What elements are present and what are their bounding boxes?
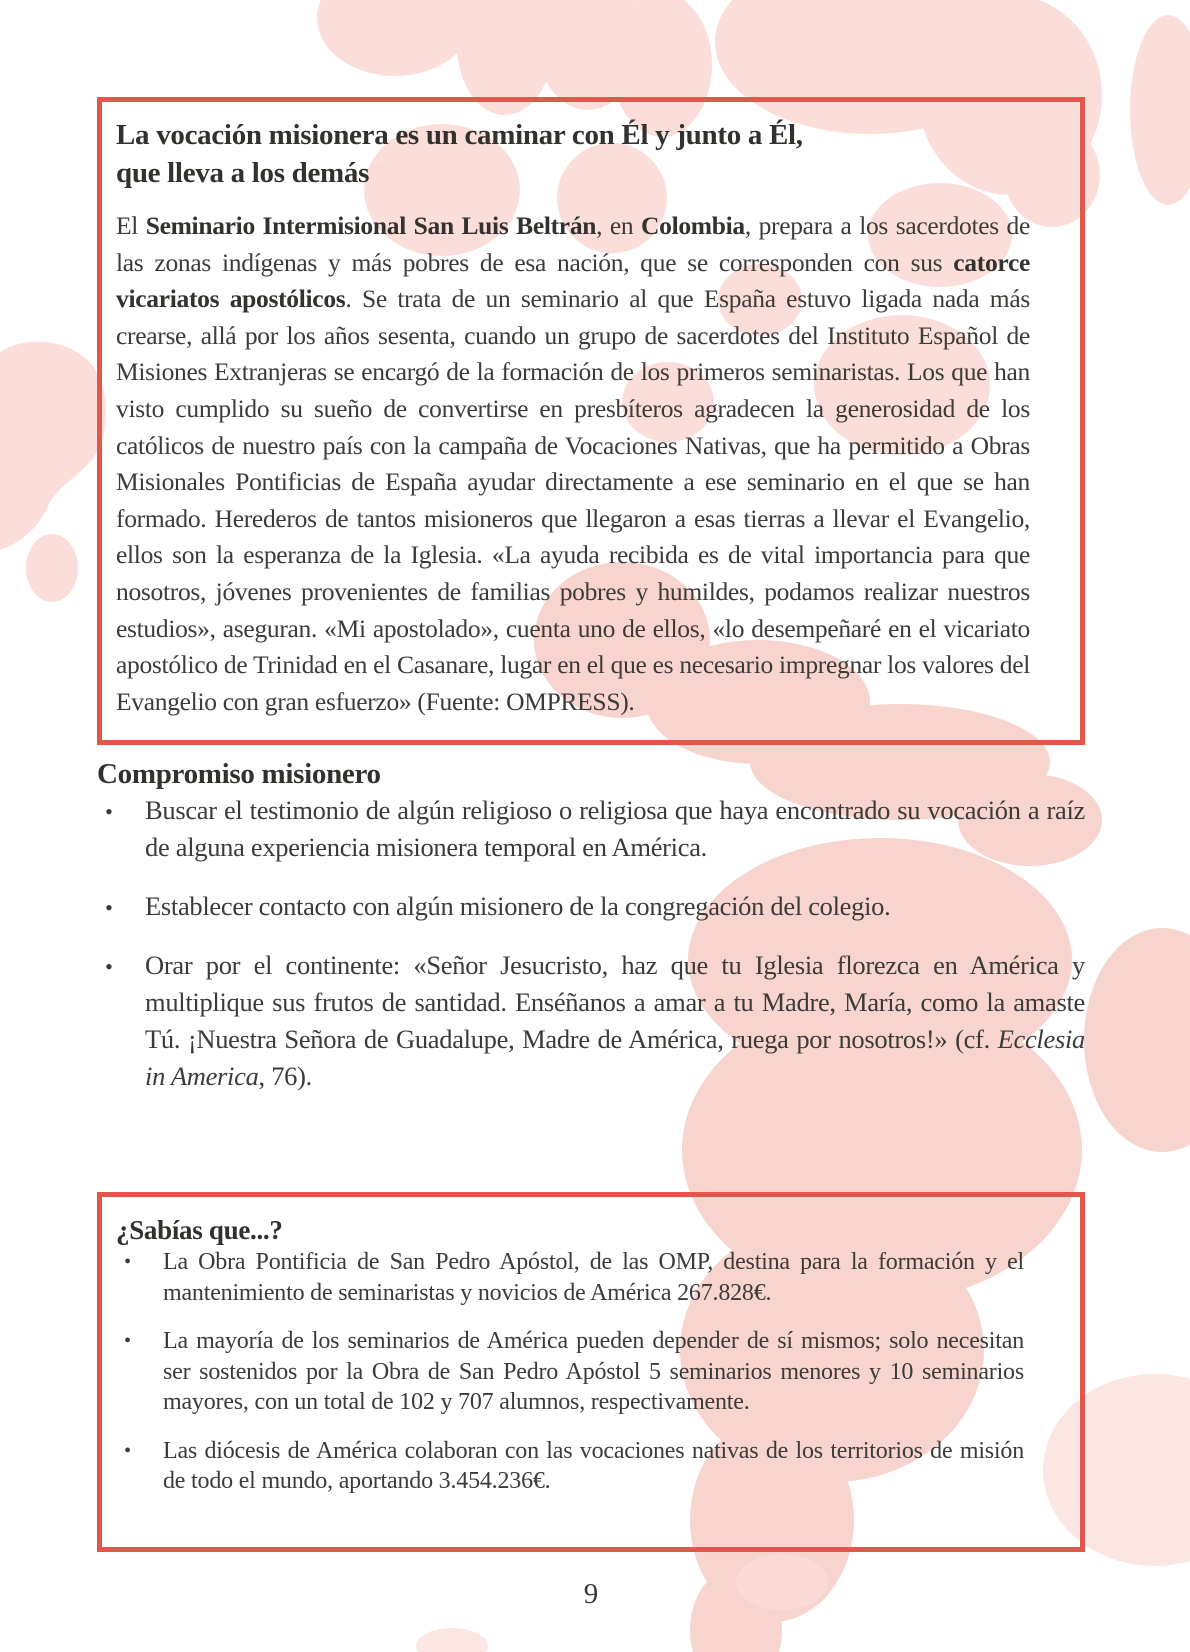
list-item xyxy=(116,1247,1024,1308)
bullet-icon: • xyxy=(124,1330,131,1352)
bullet-icon: • xyxy=(124,1251,131,1273)
sabias-heading: ¿Sabías que...? xyxy=(116,1215,283,1245)
bullet-icon: • xyxy=(124,1439,131,1462)
intro-box-title xyxy=(116,116,1030,192)
bullet-icon: • xyxy=(105,954,113,979)
intro-title-line-2: que lleva a los demás xyxy=(116,157,370,189)
bullet-icon: • xyxy=(105,895,113,920)
bullet-icon: • xyxy=(105,799,113,824)
intro-title-line-1: La vocación misionera es un caminar con Él y junto a Él, xyxy=(116,119,803,151)
bullet-text: La Obra Pontificia de San Pedro Apóstol, de las OMP, destina para la formación y el mantenimiento de seminaristas y novicios de América 267.828€. xyxy=(163,1249,1024,1306)
compromiso-heading: Compromiso misionero xyxy=(97,758,381,790)
bullet-text: Establecer contacto con algún misionero de la congregación del colegio. xyxy=(145,891,891,921)
bullet-text: Orar por el continente: «Señor Jesucristo, haz que tu Iglesia florezca en América y multiplique sus frutos de santidad. Enséñanos a amar a tu Madre, María, como la amaste Tú. ¡Nuestra Señora de Guadalupe, Madre de América, ruega por nosotros!» (cf. Ecclesia in America, 76). xyxy=(145,950,1085,1091)
compromiso-list xyxy=(97,792,1085,1095)
bullet-text: La mayoría de los seminarios de América pueden depender de sí mismos; solo necesitan ser sostenidos por la Obra de San Pedro Apóstol 5 seminarios menores y 10 seminarios mayores, con un total de 102 y 707 alumnos, respectivamente. xyxy=(163,1328,1024,1415)
list-item xyxy=(97,792,1085,866)
page-number: 9 xyxy=(583,1578,599,1610)
sabias-list xyxy=(116,1247,1024,1497)
list-item xyxy=(97,947,1085,1095)
list-item xyxy=(97,888,1085,925)
intro-paragraph: El Seminario Intermisional San Luis Beltrán, en Colombia, prepara a los sacerdotes de las zonas indígenas y más pobres de esa nación, que se corresponden con sus catorce vicariatos apostólicos. Se trata de un seminario al que España estuvo ligada nada más crearse, allá por los años sesenta, cuando un grupo de sacerdotes del Instituto Español de Misiones Extranjeras se encargó de la formación de los primeros seminaristas. Los que han visto cumplido su sueño de convertirse en presbíteros agradecen la generosidad de los católicos de nuestro país con la campaña de Vocaciones Nativas, que ha permitido a Obras Misionales Pontificias de España ayudar directamente a ese seminario en el que se han formado. Herederos de tantos misioneros que llegaron a esas tierras a llevar el Evangelio, ellos son la esperanza de la Iglesia. «La ayuda recibida es de vital importancia para que nosotros, jóvenes provenientes de familias pobres y humildes, podamos realizar nuestros estudios», aseguran. «Mi apostolado», cuenta uno de ellos, «lo desempeñaré en el vicariato apostólico de Trinidad en el Casanare, lugar en el que es necesario impregnar los valores del Evangelio con gran esfuerzo» (Fuente: OMPRESS). xyxy=(116,211,1030,716)
list-item xyxy=(116,1436,1024,1497)
compromiso-section xyxy=(97,756,1085,1095)
sabias-box xyxy=(97,1192,1085,1552)
intro-box xyxy=(97,97,1085,745)
list-item xyxy=(116,1326,1024,1418)
bullet-text: Las diócesis de América colaboran con las vocaciones nativas de los territorios de misión de todo el mundo, aportando 3.454.236€. xyxy=(163,1437,1024,1494)
bullet-text: Buscar el testimonio de algún religioso o religiosa que haya encontrado su vocación a raíz de alguna experiencia misionera temporal en América. xyxy=(145,795,1085,862)
